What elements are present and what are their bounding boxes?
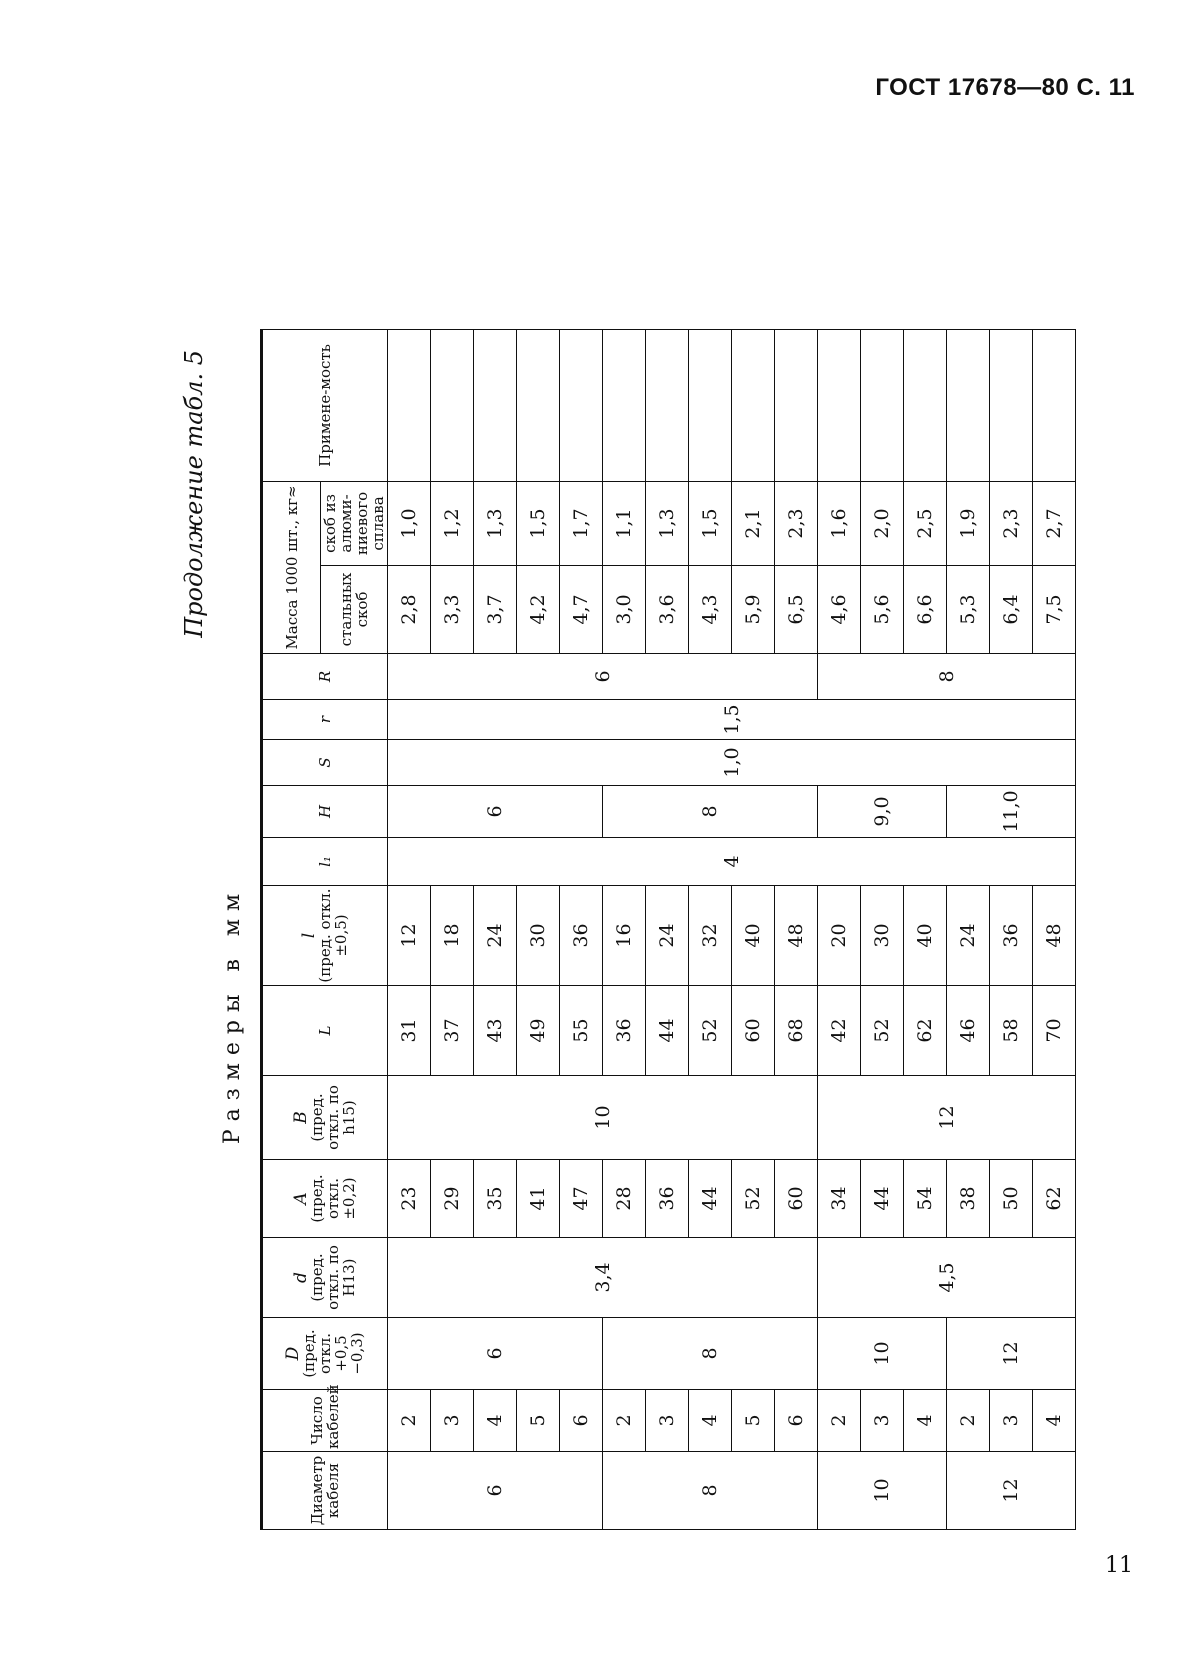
cell-count: 3 — [431, 1390, 474, 1452]
cell-mass-aluminium: 2,5 — [904, 481, 947, 565]
cell-mass-steel: 4,3 — [689, 566, 732, 654]
cell-mass-aluminium: 1,3 — [474, 481, 517, 565]
header-mass: Масса 1000 шт., кг≈ — [262, 481, 321, 653]
cell-count: 4 — [904, 1390, 947, 1452]
header-B-tolerance: (пред. откл. по h15) — [308, 1085, 358, 1150]
cell-count: 5 — [517, 1390, 560, 1452]
cell-applicability — [818, 329, 861, 481]
table-row — [818, 329, 861, 1529]
cell-H: 8 — [603, 786, 818, 838]
header-r: r — [262, 700, 388, 740]
cell-count: 3 — [990, 1390, 1033, 1452]
cell-L: 52 — [689, 986, 732, 1076]
header-l-symbol: l — [299, 932, 319, 939]
cell-A: 54 — [904, 1160, 947, 1238]
cell-A: 50 — [990, 1160, 1033, 1238]
cell-l1: 4 — [388, 838, 1076, 886]
header-mass-steel: стальных скоб — [321, 566, 388, 654]
cell-L: 62 — [904, 986, 947, 1076]
cell-diameter: 8 — [603, 1452, 818, 1530]
cell-L: 42 — [818, 986, 861, 1076]
cell-l: 30 — [861, 886, 904, 986]
cell-D: 6 — [388, 1318, 603, 1390]
header-d — [262, 1238, 388, 1318]
cell-count: 2 — [818, 1390, 861, 1452]
header-l — [262, 886, 388, 986]
cell-l: 24 — [646, 886, 689, 986]
dimensions-table — [260, 329, 1076, 1530]
cell-R: 8 — [818, 654, 1076, 700]
cell-D: 8 — [603, 1318, 818, 1390]
cell-diameter: 6 — [388, 1452, 603, 1530]
cell-count: 6 — [560, 1390, 603, 1452]
document-reference: ГОСТ 17678—80 С. 11 — [875, 74, 1135, 101]
cell-l: 36 — [990, 886, 1033, 986]
cell-L: 49 — [517, 986, 560, 1076]
cell-L: 36 — [603, 986, 646, 1076]
cell-mass-aluminium: 1,1 — [603, 481, 646, 565]
cell-l: 30 — [517, 886, 560, 986]
cell-diameter: 10 — [818, 1452, 947, 1530]
table-continuation-caption: Продолжение табл. 5 — [180, 350, 208, 638]
header-D — [262, 1318, 388, 1390]
cell-H: 6 — [388, 786, 603, 838]
cell-mass-aluminium: 2,7 — [1033, 481, 1076, 565]
units-caption: Размеры в мм — [220, 885, 245, 1145]
cell-mass-steel: 5,6 — [861, 566, 904, 654]
cell-A: 34 — [818, 1160, 861, 1238]
page-number: 11 — [1105, 1553, 1133, 1578]
cell-count: 2 — [388, 1390, 431, 1452]
cell-A: 29 — [431, 1160, 474, 1238]
cell-A: 36 — [646, 1160, 689, 1238]
cell-applicability — [603, 329, 646, 481]
cell-mass-aluminium: 1,9 — [947, 481, 990, 565]
header-A-tolerance: (пред. откл. ±0,2) — [308, 1174, 358, 1223]
cell-d: 3,4 — [388, 1238, 818, 1318]
cell-mass-steel: 7,5 — [1033, 566, 1076, 654]
cell-mass-steel: 3,7 — [474, 566, 517, 654]
cell-mass-steel: 4,6 — [818, 566, 861, 654]
cell-mass-aluminium: 1,6 — [818, 481, 861, 565]
header-l-tolerance: (пред. откл. ±0,5) — [316, 888, 350, 983]
header-d-symbol: d — [291, 1272, 311, 1283]
cell-applicability — [474, 329, 517, 481]
cell-L: 58 — [990, 986, 1033, 1076]
cell-l: 48 — [1033, 886, 1076, 986]
cell-l: 24 — [947, 886, 990, 986]
header-applicability: Примене-мость — [262, 329, 388, 481]
cell-L: 55 — [560, 986, 603, 1076]
cell-applicability — [560, 329, 603, 481]
header-cable-diameter: Диаметр кабеля — [262, 1452, 388, 1530]
cell-diameter: 12 — [947, 1452, 1076, 1530]
header-cable-count: Число кабелей — [262, 1390, 388, 1452]
cell-l: 20 — [818, 886, 861, 986]
cell-A: 38 — [947, 1160, 990, 1238]
cell-mass-aluminium: 2,1 — [732, 481, 775, 565]
cell-mass-steel: 3,3 — [431, 566, 474, 654]
cell-applicability — [431, 329, 474, 481]
cell-A: 44 — [689, 1160, 732, 1238]
cell-A: 47 — [560, 1160, 603, 1238]
cell-mass-aluminium: 1,2 — [431, 481, 474, 565]
table-row — [947, 329, 990, 1529]
cell-L: 31 — [388, 986, 431, 1076]
cell-applicability — [947, 329, 990, 481]
header-R: R — [262, 654, 388, 700]
cell-D: 10 — [818, 1318, 947, 1390]
cell-mass-aluminium: 2,3 — [990, 481, 1033, 565]
header-D-tolerance: (пред. откл. +0,5 −0,3) — [300, 1329, 366, 1378]
cell-mass-aluminium: 1,5 — [689, 481, 732, 565]
cell-l: 32 — [689, 886, 732, 986]
cell-mass-steel: 4,7 — [560, 566, 603, 654]
cell-L: 60 — [732, 986, 775, 1076]
cell-B: 12 — [818, 1076, 1076, 1160]
cell-mass-steel: 6,4 — [990, 566, 1033, 654]
cell-applicability — [689, 329, 732, 481]
header-mass-aluminium: скоб из алюми-ниевого сплава — [321, 481, 388, 565]
cell-L: 46 — [947, 986, 990, 1076]
header-l1: l₁ — [262, 838, 388, 886]
cell-A: 41 — [517, 1160, 560, 1238]
cell-B: 10 — [388, 1076, 818, 1160]
cell-mass-steel: 5,9 — [732, 566, 775, 654]
cell-l: 12 — [388, 886, 431, 986]
cell-applicability — [388, 329, 431, 481]
cell-l: 40 — [904, 886, 947, 986]
cell-L: 52 — [861, 986, 904, 1076]
cell-applicability — [517, 329, 560, 481]
cell-count: 6 — [775, 1390, 818, 1452]
cell-mass-steel: 3,6 — [646, 566, 689, 654]
cell-mass-steel: 5,3 — [947, 566, 990, 654]
header-A-symbol: A — [291, 1192, 311, 1205]
header-A — [262, 1160, 388, 1238]
cell-count: 2 — [603, 1390, 646, 1452]
cell-r: 1,5 — [388, 700, 1076, 740]
header-S: S — [262, 740, 388, 786]
cell-S: 1,0 — [388, 740, 1076, 786]
header-H: H — [262, 786, 388, 838]
cell-applicability — [904, 329, 947, 481]
cell-applicability — [990, 329, 1033, 481]
cell-mass-steel: 4,2 — [517, 566, 560, 654]
cell-applicability — [775, 329, 818, 481]
cell-count: 4 — [474, 1390, 517, 1452]
cell-l: 24 — [474, 886, 517, 986]
table-row — [603, 329, 646, 1529]
rotated-table-page — [180, 330, 1065, 1530]
cell-mass-aluminium: 1,3 — [646, 481, 689, 565]
header-D-symbol: D — [283, 1346, 303, 1361]
cell-count: 4 — [1033, 1390, 1076, 1452]
cell-applicability — [646, 329, 689, 481]
cell-R: 6 — [388, 654, 818, 700]
cell-count: 3 — [646, 1390, 689, 1452]
cell-mass-steel: 3,0 — [603, 566, 646, 654]
cell-applicability — [861, 329, 904, 481]
cell-l: 36 — [560, 886, 603, 986]
cell-A: 44 — [861, 1160, 904, 1238]
cell-L: 44 — [646, 986, 689, 1076]
cell-mass-aluminium: 1,5 — [517, 481, 560, 565]
cell-l: 16 — [603, 886, 646, 986]
cell-L: 70 — [1033, 986, 1076, 1076]
cell-mass-aluminium: 1,0 — [388, 481, 431, 565]
cell-count: 5 — [732, 1390, 775, 1452]
cell-count: 4 — [689, 1390, 732, 1452]
cell-l: 40 — [732, 886, 775, 986]
cell-H: 11,0 — [947, 786, 1076, 838]
cell-A: 28 — [603, 1160, 646, 1238]
cell-mass-steel: 6,6 — [904, 566, 947, 654]
cell-D: 12 — [947, 1318, 1076, 1390]
cell-A: 62 — [1033, 1160, 1076, 1238]
cell-A: 35 — [474, 1160, 517, 1238]
cell-L: 43 — [474, 986, 517, 1076]
cell-mass-aluminium: 2,0 — [861, 481, 904, 565]
cell-mass-steel: 6,5 — [775, 566, 818, 654]
cell-l: 18 — [431, 886, 474, 986]
cell-count: 3 — [861, 1390, 904, 1452]
cell-mass-steel: 2,8 — [388, 566, 431, 654]
cell-d: 4,5 — [818, 1238, 1076, 1318]
header-L: L — [262, 986, 388, 1076]
cell-applicability — [732, 329, 775, 481]
cell-applicability — [1033, 329, 1076, 481]
cell-count: 2 — [947, 1390, 990, 1452]
header-B-symbol: B — [291, 1111, 311, 1124]
cell-A: 52 — [732, 1160, 775, 1238]
cell-L: 68 — [775, 986, 818, 1076]
cell-l: 48 — [775, 886, 818, 986]
cell-A: 60 — [775, 1160, 818, 1238]
header-d-tolerance: (пред. откл. по H13) — [308, 1245, 358, 1310]
cell-L: 37 — [431, 986, 474, 1076]
table-row — [388, 329, 431, 1529]
cell-H: 9,0 — [818, 786, 947, 838]
cell-mass-aluminium: 2,3 — [775, 481, 818, 565]
header-B — [262, 1076, 388, 1160]
cell-A: 23 — [388, 1160, 431, 1238]
cell-mass-aluminium: 1,7 — [560, 481, 603, 565]
